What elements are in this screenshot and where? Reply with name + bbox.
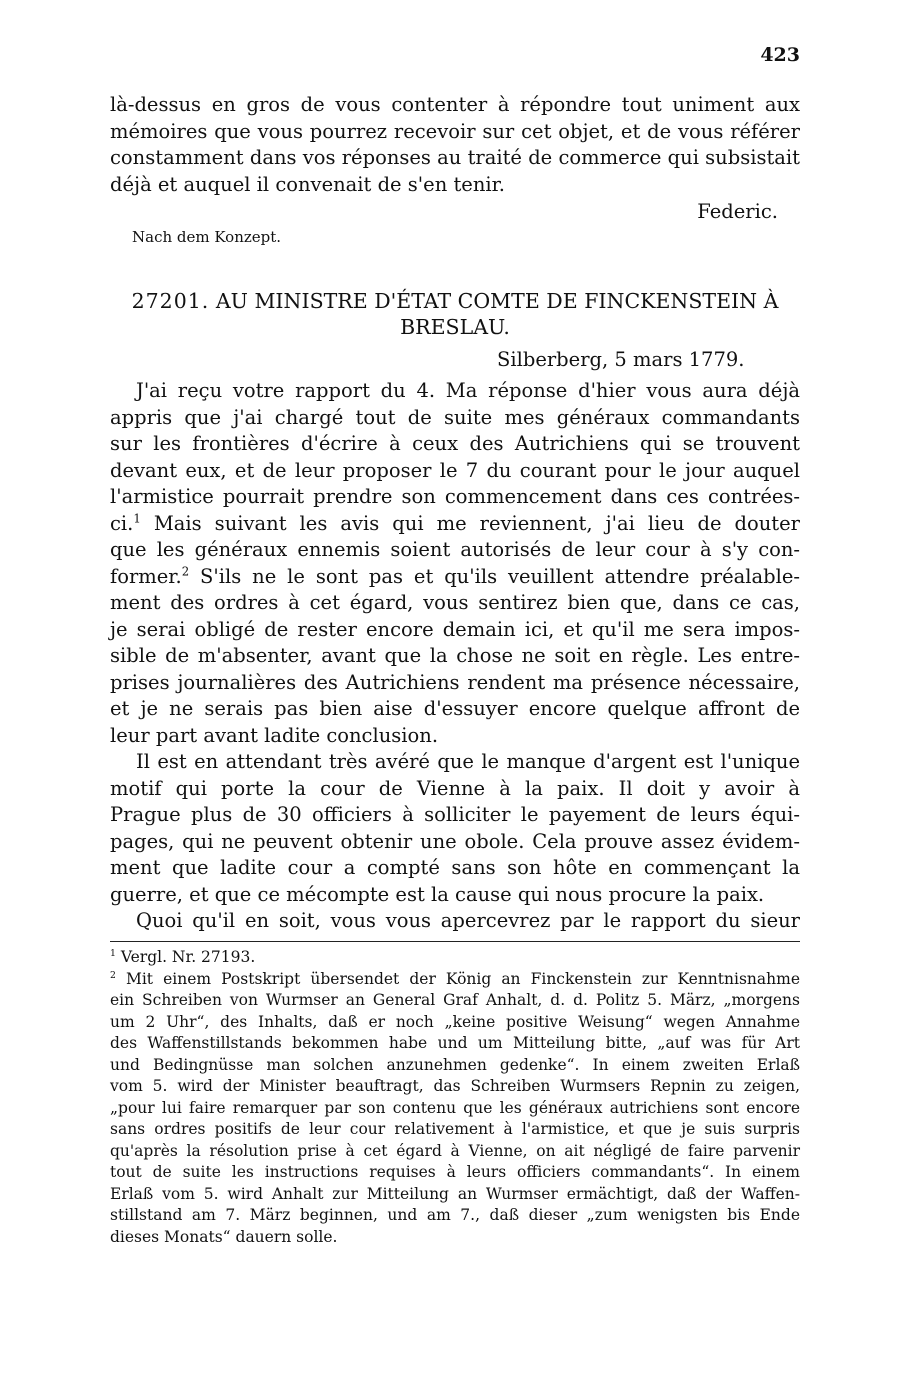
text-fragment: former. bbox=[110, 564, 182, 588]
text-line: prises journalières des Autrichiens rendent ma présence nécessaire, bbox=[110, 670, 800, 694]
text-line: l'armistice pourrait prendre son commencement dans ces contrées- bbox=[110, 485, 800, 508]
footnote-line bbox=[110, 969, 800, 991]
text-line: je serai obligé de rester encore demain ici, et qu'il me sera impos- bbox=[110, 617, 800, 641]
page-number: 423 bbox=[760, 44, 800, 66]
footnote-line: dieses Monats“ dauern solle. bbox=[110, 1227, 338, 1246]
footnote-line: tout de suite les instructions requises à leurs officiers commandants“. In einem bbox=[110, 1163, 800, 1181]
text-line bbox=[110, 511, 800, 538]
footnote-mark: 1 bbox=[110, 947, 116, 959]
text-line: mémoires que vous pourrez recevoir sur cet objet, et de vous référer bbox=[110, 119, 800, 143]
text-line: leur part avant ladite conclusion. bbox=[110, 723, 439, 747]
footnote-line: „pour lui faire remarquer par son contenu que les généraux autrichiens sont encore bbox=[110, 1098, 800, 1117]
text-line: Prague plus de 30 officiers à solliciter le payement de leurs équi- bbox=[110, 803, 800, 826]
footnote-divider bbox=[110, 941, 800, 942]
footnote-line: und Bedingnüsse man solchen anzunehmen gedenke“. In einem zweiten Erlaß bbox=[110, 1055, 800, 1074]
letter-number: 27201. bbox=[131, 289, 210, 313]
footnote-ref: 2 bbox=[181, 564, 190, 578]
footnote-ref: 1 bbox=[133, 511, 141, 525]
text-line: Il est en attendant très avéré que le manque d'argent est l'unique bbox=[136, 750, 800, 773]
text-fragment: Mais suivant les avis qui me reviennent, j'ai lieu de douter bbox=[140, 511, 800, 535]
heading-line-1 bbox=[110, 288, 800, 314]
text-line: ment que ladite cour a compté sans son hôte en commençant la bbox=[110, 856, 800, 879]
heading-line-2: BRESLAU. bbox=[400, 315, 510, 339]
text-line: devant eux, et de leur proposer le 7 du courant pour le jour auquel bbox=[110, 458, 800, 482]
text-line bbox=[110, 564, 800, 591]
text-line: et je ne serais pas bien aise d'essuyer encore quelque affront de bbox=[110, 697, 800, 720]
footnote-line bbox=[110, 947, 800, 969]
letter-heading bbox=[110, 288, 800, 340]
heading-text: AU MINISTRE D'ÉTAT COMTE DE FINCKENSTEIN À bbox=[215, 289, 779, 313]
text-line: motif qui porte la cour de Vienne à la paix. Il doit y avoir à bbox=[110, 776, 800, 800]
intro-paragraph bbox=[110, 92, 800, 198]
text-line: sur les frontières d'écrire à ceux des Autrichiens qui se trouvent bbox=[110, 432, 800, 455]
footnotes bbox=[110, 947, 800, 1248]
footnote-line: qu'après la résolution prise à cet égard à Vienne, on ait négligé de faire parvenir bbox=[110, 1141, 800, 1160]
footnote-line: Erlaß vom 5. wird Anhalt zur Mitteilung an Wurmser ermächtigt, daß der Waffen- bbox=[110, 1184, 800, 1203]
text-line: là-dessus en gros de vous contenter à répondre tout uniment aux bbox=[110, 93, 800, 116]
text-fragment: ci. bbox=[110, 511, 134, 535]
text-fragment: Vergl. Nr. 27193. bbox=[115, 948, 256, 966]
text-fragment: S'ils ne le sont pas et qu'ils veuillent attendre préalable- bbox=[189, 564, 800, 588]
footnote-line: um 2 Uhr“, des Inhalts, daß er noch „keine positive Weisung“ wegen Annahme bbox=[110, 1012, 800, 1031]
footnote-line: sans ordres positifs de leur cour relativement à l'armistice, et que je suis surpris bbox=[110, 1120, 800, 1138]
text-line: déjà et auquel il convenait de s'en tenir. bbox=[110, 172, 506, 196]
dateline: Silberberg, 5 mars 1779. bbox=[497, 348, 745, 371]
source-note: Nach dem Konzept. bbox=[132, 228, 282, 246]
letter-body bbox=[110, 378, 800, 935]
signature: Federic. bbox=[697, 200, 778, 223]
footnote-line: vom 5. wird der Minister beauftragt, das Schreiben Wurmsers Repnin zu zeigen, bbox=[110, 1077, 800, 1095]
footnote-line: ein Schreiben von Wurmser an General Graf Anhalt, d. d. Politz 5. März, „morgens bbox=[110, 991, 800, 1009]
text-line: J'ai reçu votre rapport du 4. Ma réponse d'hier vous aura déjà bbox=[136, 379, 800, 402]
text-line: sible de m'absenter, avant que la chose ne soit en règle. Les entre- bbox=[110, 644, 800, 667]
footnote-mark: 2 bbox=[110, 969, 116, 981]
text-line: constamment dans vos réponses au traité de commerce qui subsistait bbox=[110, 146, 800, 169]
text-line: appris que j'ai chargé tout de suite mes généraux commandants bbox=[110, 405, 800, 429]
text-line: Quoi qu'il en soit, vous vous apercevrez par le rapport du sieur bbox=[136, 909, 800, 932]
footnote-line: des Waffenstillstands bekommen habe und um Mitteilung bitte, „auf was für Art bbox=[110, 1034, 800, 1052]
text-line: ment des ordres à cet égard, vous sentirez bien que, dans ce cas, bbox=[110, 591, 800, 614]
text-line: pages, qui ne peuvent obtenir une obole. Cela prouve assez évidem- bbox=[110, 829, 800, 853]
text-line: que les généraux ennemis soient autorisés de leur cour à s'y con- bbox=[110, 538, 800, 561]
footnote-line: stillstand am 7. März beginnen, und am 7., daß dieser „zum wenigsten bis Ende bbox=[110, 1206, 800, 1224]
text-fragment: Mit einem Postskript übersendet der König an Finckenstein zur Kenntnisnahme bbox=[115, 969, 800, 988]
text-line: guerre, et que ce mécompte est la cause qui nous procure la paix. bbox=[110, 882, 765, 906]
